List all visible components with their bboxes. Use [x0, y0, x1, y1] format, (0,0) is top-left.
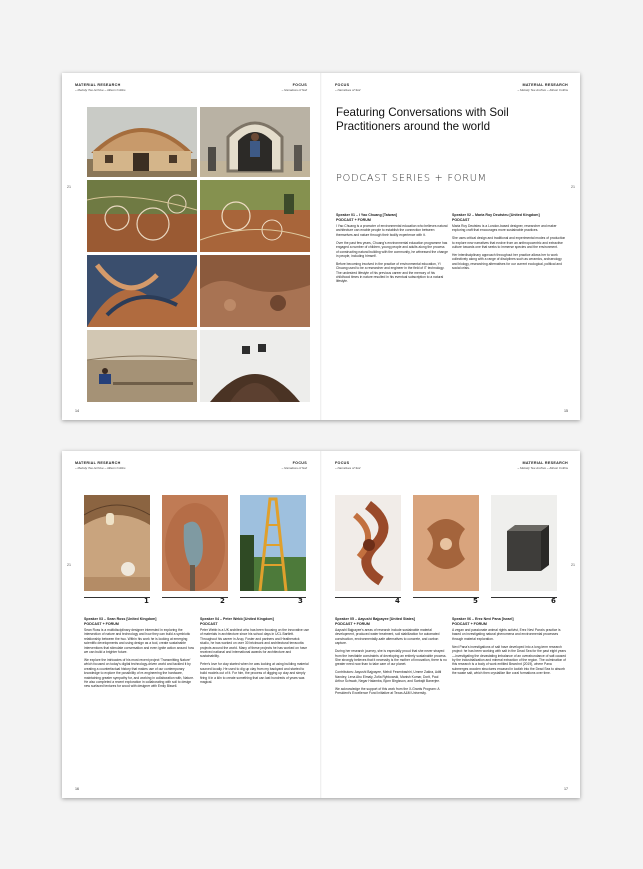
header-material-research: MATERIAL RESEARCH: [522, 83, 568, 87]
speaker-role: PODCAST + FORUM: [452, 622, 487, 626]
speaker-06-column: [452, 617, 566, 679]
photo-earth-dome: [87, 107, 197, 177]
image-number: 5: [473, 597, 478, 605]
speaker-bio: Contributors: Aayushi Bajpayee, Mehdi Fesenbashiri, Umme Zakira, Aditi Nandey, Lena Abu Elmaly, Zofia Rybkowski, Manish Kumar, Dorit, Paul Arthur Schwab, Negar Halamba, Bjorn Birgisson, and Sarbajit Banerjee.: [335, 670, 442, 684]
header-focus-sub: – Narratives of Soil: [281, 466, 307, 470]
divider: [413, 597, 479, 598]
divider: [162, 597, 228, 598]
speaker-role: PODCAST + FORUM: [84, 622, 119, 626]
image-number: 6: [551, 597, 556, 605]
divider: [491, 597, 557, 598]
speaker-name: Speaker 03 – Sean Ross [United Kingdom]: [84, 617, 157, 621]
divider: [335, 597, 401, 598]
speaker-bio: Her interdisciplinary approach throughout her practice allows her to work collectively along with a range of disciplines such as ceramics, archaeology and biology, researching alternatives for our current ecological, political and social crisis.: [452, 253, 562, 271]
divider: [84, 597, 150, 598]
speaker-name: Speaker 02 – Maria Roy Deutsteu [United Kingdom]: [452, 213, 540, 217]
photo-hands-clay: [87, 255, 197, 327]
page-16: [62, 451, 321, 798]
speaker-bio: We acknowledge the support of this work from the X-Grants Program: A President's Excellence Fund Initiative at Texas A&M University.: [335, 686, 440, 696]
photo-clay-tower: [240, 495, 306, 591]
speaker-bio: A vegan and passionate animal rights activist, Erez Nevi Pana's practice is based on investigating natural phenomena and environmental processes through material exploration.: [452, 628, 561, 641]
photo-soil-texture: [200, 255, 310, 327]
page-14: [62, 73, 321, 420]
speaker-03-column: [84, 617, 196, 692]
photo-forum-drawing-1: [87, 180, 197, 252]
side-number: 21: [67, 563, 71, 567]
speaker-01-column: [336, 213, 448, 287]
speaker-bio: Peter Webb is a UK architect who has been focusing on the innovative use of materials in architecture since his school days in UCL Bartlett. Throughout his career in Arup, Foster and partners and Heatherwick studio, he has worked on over 30 brickwork and architectural terracotta projects around the world. Many of these projects he has worked on have received national and international awards for architecture and sustainability.: [200, 628, 309, 659]
feature-title: Featuring Conversations with Soil Practitioners around the world: [336, 106, 509, 133]
spread-bottom: [62, 451, 580, 798]
speaker-bio: She uses critical design and traditional and experimental modes of production to explore new narratives that evolve from an anthropocentric and extractive culture towards one that seeks to immerse species and the environment.: [452, 236, 566, 250]
header-focus-sub: – Narratives of Soil: [335, 88, 361, 92]
photo-mud-house-interior: [84, 495, 150, 591]
speaker-04-column: [200, 617, 310, 688]
image-number: 4: [395, 597, 400, 605]
photo-copper-spiral: [335, 495, 401, 591]
photo-salt-cube: [491, 495, 557, 591]
speaker-bio: We explore the intricacies of his most recent project 'Transmitting Nature' which focused on today's digital technology-driven world and tackled it by creating a counterfactual history that makes use of our contemporary knowledge to explore the possibility of re-engineering the hardware, maintaining greater sympathy for, and working in collaboration with, Nature. He also completed a recent exploration in collaborating with soil to design new surfaced textures for wood with designer with Emily Bissell.: [84, 657, 194, 689]
spread-top: [62, 73, 580, 420]
side-number: 21: [67, 185, 71, 189]
header-material-research: MATERIAL RESEARCH: [522, 461, 568, 465]
speaker-02-column: [452, 213, 568, 274]
speaker-bio: During her research journey, she is especially proud that she never strayed from the inevitable constraints of developing an entirely sustainable process. She strongly believes that it necessity is the mother of innovation, there is no greater need now than to take care of our planet.: [335, 649, 447, 667]
side-number: 21: [571, 563, 575, 567]
speaker-role: PODCAST + FORUM: [335, 622, 370, 626]
header-focus-sub: – Narratives of Soil: [281, 88, 307, 92]
header-material-sub: – Melody Tee Archive – Allison Collins: [517, 88, 568, 92]
page-number-left: 14: [75, 409, 79, 413]
page-15: [321, 73, 580, 420]
photo-clay-vessel: [162, 495, 228, 591]
speaker-name: Speaker 05 – Aayushi Bajpayee [United States]: [335, 617, 415, 621]
speaker-role: PODCAST: [452, 218, 470, 222]
header-material-research: MATERIAL RESEARCH: [75, 83, 121, 87]
photo-soil-blocks: [413, 495, 479, 591]
divider: [240, 597, 306, 598]
speaker-bio: Maria Roy Deutsteu is a London-based designer, researcher and maker exploring craft that encourages more sustainable practices.: [452, 224, 557, 233]
speaker-bio: Nevi Pana's investigations of salt have developed into a long-term research project: he has been working with salt in the Dead Sea for the past eight years—investigating the devastating imbalance of an overabundance of salt caused by the industrialization and mineral extraction of the region. The culmination of this research is a body of work entitled Bewohnt (2019), where Pana submerges wooden structures encased in loofah into the Dead Sea to absorb the waste salt, which then crystallize like coral formations over time.: [452, 644, 567, 676]
header-focus: FOCUS: [335, 83, 350, 87]
photo-arch-workers: [200, 107, 310, 177]
image-number: 3: [298, 597, 303, 605]
page-17: [321, 451, 580, 798]
header-focus: FOCUS: [335, 461, 350, 465]
speaker-name: Speaker 06 – Erez Nevi Pana [Israel]: [452, 617, 514, 621]
speaker-role: PODCAST: [200, 622, 218, 626]
image-number: 1: [144, 597, 149, 605]
page-number-right: 15: [564, 409, 568, 413]
header-focus: FOCUS: [292, 461, 307, 465]
header-material-sub: – Melody Tee Archive – Allison Collins: [75, 466, 126, 470]
speaker-bio: Before becoming involved in the practice of environmental education, Yi Chuang used to be a researcher and engineer in the field of IT technology. The undesired lifestyle of his previous career and the memory of his childhood times in nature resulted in his eventual subscription to a natural lifestyle.: [336, 261, 445, 284]
speaker-bio: Sean Ross is a multidisciplinary designer interested in exploring the intersection of nature and technology and how they can build a symbiotic relationship between the two. Within his work he is looking at emerging scientific developments and using design as a tool, create sustainable interventions that stimulate conversation and even ignite action around how we can build a brighter future.: [84, 628, 194, 655]
speaker-name: Speaker 01 – I Yao Chuang [Taiwan]: [336, 213, 397, 217]
header-focus-sub: – Narratives of Soil: [335, 466, 361, 470]
page-number-left: 16: [75, 787, 79, 791]
side-number: 21: [571, 185, 575, 189]
speaker-05-column: [335, 617, 447, 699]
image-number: 2: [220, 597, 225, 605]
speaker-bio: Aayushi Bajpayee's areas of research include sustainable material development, produced water treatment, soil stabilization for automated construction, environmentally-safe alternatives to concrete, and carbon capture.: [335, 628, 440, 646]
photo-forum-drawing-2: [200, 180, 310, 252]
photo-soil-mound: [200, 330, 310, 402]
header-material-sub: – Melody Tee Archive – Allison Collins: [75, 88, 126, 92]
page-number-right: 17: [564, 787, 568, 791]
header-focus: FOCUS: [292, 83, 307, 87]
speaker-bio: I Yao Chuang is a promoter of environmental education who believes natural architecture can enable people to establish the connection between themselves and nature through their bodily experience with it.: [336, 224, 448, 237]
header-material-sub: – Melody Tee Archive – Allison Collins: [517, 466, 568, 470]
speaker-bio: Peter's love for clay started when he was looking at using building material sourced locally. He used to dig up clay from my backyard and started to build models out of it. For him, the process of digging up clay and simply firing it in a kiln to create something that can last hundreds of years was magical.: [200, 662, 309, 684]
photo-desert-person: [87, 330, 197, 402]
speaker-name: Speaker 04 – Peter Webb [United Kingdom]: [200, 617, 274, 621]
speaker-role: PODCAST + FORUM: [336, 218, 371, 222]
header-material-research: MATERIAL RESEARCH: [75, 461, 121, 465]
feature-subtitle: PODCAST SERIES + FORUM: [336, 173, 487, 184]
speaker-bio: Over the past few years, Chuang's environmental education programme has engaged a number of children, young people and adults along the process of constructing natural building with the community, he witnessed the change in people, including himself.: [336, 240, 448, 258]
